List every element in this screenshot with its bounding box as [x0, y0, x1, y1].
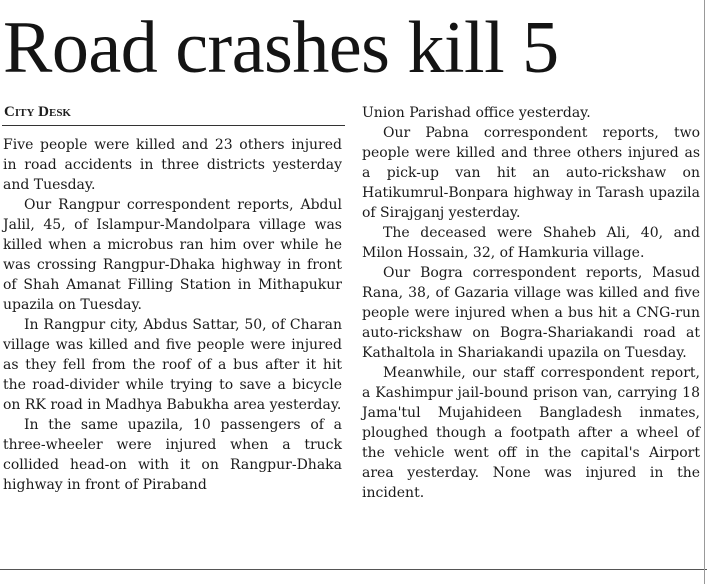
clipping-edge: [704, 0, 705, 584]
byline: City Desk: [4, 104, 71, 120]
paragraph: Our Bogra correspondent reports, Masud Rana, 38, of Gazaria village was killed and five people were injured when a bus hit a CNG-run auto-rickshaw on Bogra-Shariakandi road at Kathaltola in Shariakandi upazila on Tuesday.: [362, 265, 700, 361]
paragraph: Our Rangpur correspondent reports, Abdul Jalil, 45, of Islampur-Mandolpara village was killed when a microbus ran him over while he was crossing Rangpur-Dhaka highway in front of Shah Amanat Filling Station in Mithapukur upazila on Tuesday.: [3, 197, 342, 313]
paragraph: Meanwhile, our staff correspondent report, a Kashimpur jail-bound prison van, carrying 18 Jama'tul Mujahideen Bangladesh inmates, ploughed though a footpath after a wheel of the vehicle went off in the capital's Airport area yesterday. None was injured in the incident.: [362, 365, 700, 501]
paragraph: In the same upazila, 10 passengers of a three-wheeler were injured when a truck collided head-on with it on Rangpur-Dhaka highway in front of Piraband: [3, 417, 342, 493]
paragraph: Five people were killed and 23 others injured in road accidents in three districts yesterday and Tuesday.: [3, 137, 342, 193]
paragraph: Our Pabna correspondent reports, two people were killed and three others injured as a pick-up van hit an auto-rickshaw on Hatikumrul-Bonpara highway in Tarash upazila of Sirajganj yesterday.: [362, 125, 700, 221]
byline-divider: [2, 125, 345, 126]
paragraph: In Rangpur city, Abdus Sattar, 50, of Charan village was killed and five people were injured as they fell from the roof of a bus after it hit the road-divider while trying to save a bicycle on RK road in Madhya Babukha area yesterday.: [3, 317, 342, 413]
headline: Road crashes kill 5: [3, 7, 559, 89]
bottom-divider: [0, 569, 707, 570]
article-column-1: [3, 135, 342, 495]
article-column-2: [362, 103, 700, 503]
paragraph: The deceased were Shaheb Ali, 40, and Milon Hossain, 32, of Hamkuria village.: [362, 225, 700, 261]
paragraph: Union Parishad office yesterday.: [362, 105, 591, 121]
